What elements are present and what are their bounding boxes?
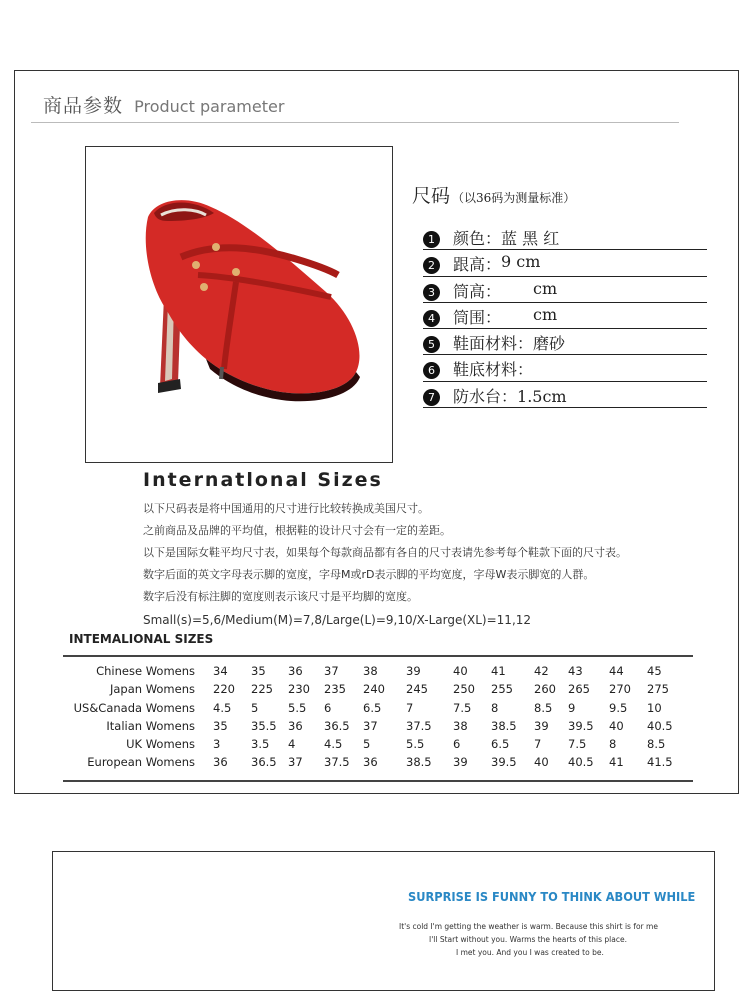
table-cell: 40.5 <box>568 755 594 770</box>
international-sizes-title: Internatlonal Sizes <box>143 469 383 491</box>
table-cell: 37 <box>324 664 339 678</box>
table-cell: 225 <box>251 682 273 697</box>
table-cell: 6.5 <box>363 700 382 715</box>
table-cell: 35 <box>251 664 266 678</box>
table-cell: 39 <box>406 664 421 678</box>
table-cell: 36.5 <box>251 755 277 770</box>
red-shoe-icon <box>86 147 392 462</box>
table-cell: 4 <box>288 737 296 752</box>
table-cell: 4.5 <box>213 700 232 715</box>
table-cell: 42 <box>534 664 549 678</box>
spec-row-shaft-height <box>423 277 707 303</box>
spec-value: cm <box>533 304 558 324</box>
spec-number: 4 <box>423 310 440 327</box>
spec-row-platform <box>423 382 707 408</box>
note-line: Small(s)=5,6/Medium(M)=7,8/Large(L)=9,10/X-Large(XL)=11,12 <box>143 613 532 627</box>
table-cell: 38 <box>363 664 378 678</box>
table-cell: 34 <box>213 664 228 678</box>
spec-row-heel-height <box>423 250 707 276</box>
note-line: 以下是国际女鞋平均尺寸表，如果每个每款商品都有各自的尺寸表请先参考每个鞋款下面的尺寸表。 <box>143 546 627 559</box>
row-label: Chinese Womens <box>96 664 195 678</box>
table-cell: 240 <box>363 682 385 697</box>
table-cell: 37 <box>288 755 303 770</box>
spec-label: 鞋底材料： <box>453 360 534 380</box>
note-line: 数字后没有标注脚的宽度则表示该尺寸是平均脚的宽度。 <box>143 590 418 603</box>
table-cell: 6 <box>453 737 461 752</box>
spec-row-shaft-circumference <box>423 303 707 329</box>
table-cell: 250 <box>453 682 475 697</box>
promo-line: I'll Start without you. Warms the hearts of this place. <box>429 935 627 944</box>
table-cell: 40 <box>609 718 624 733</box>
table-cell: 9 <box>568 700 576 715</box>
promo-line: It's cold I'm getting the weather is warm. Because this shirt is for me <box>399 922 658 931</box>
size-table-title: INTEMALIONAL SIZES <box>69 632 214 646</box>
table-cell: 8 <box>491 700 499 715</box>
table-cell: 37.5 <box>406 718 432 733</box>
table-cell: 39 <box>453 755 468 770</box>
table-cell: 39.5 <box>568 718 594 733</box>
table-cell: 36 <box>288 718 303 733</box>
spec-value: 9 cm <box>501 252 541 272</box>
table-cell: 8 <box>609 737 617 752</box>
spec-label: 颜色： <box>453 229 502 248</box>
promo-line: I met you. And you I was created to be. <box>456 948 604 957</box>
table-cell: 38.5 <box>406 755 432 770</box>
spec-number: 6 <box>423 362 440 379</box>
table-cell: 9.5 <box>609 700 628 715</box>
table-cell: 36.5 <box>324 718 350 733</box>
table-cell: 3.5 <box>251 737 270 752</box>
table-cell: 44 <box>609 664 624 678</box>
table-cell: 41.5 <box>647 755 673 770</box>
spec-row-color <box>423 224 707 250</box>
table-cell: 4.5 <box>324 737 343 752</box>
table-cell: 37.5 <box>324 755 350 770</box>
table-bottom-rule <box>63 780 693 782</box>
size-title-text: 尺码 <box>412 185 451 207</box>
row-label: Italian Womens <box>106 718 195 733</box>
table-cell: 36 <box>213 755 228 770</box>
table-cell: 7 <box>406 700 414 715</box>
table-cell: 39 <box>534 718 549 733</box>
table-cell: 245 <box>406 682 428 697</box>
spec-label: 筒围： <box>453 307 502 327</box>
spec-value: 磨砂 <box>533 334 566 354</box>
table-cell: 41 <box>491 664 506 678</box>
spec-value: 蓝 黑 红 <box>501 229 560 248</box>
table-cell: 38 <box>453 718 468 733</box>
table-cell: 10 <box>647 700 662 715</box>
row-label: European Womens <box>87 755 195 770</box>
spec-number: 3 <box>423 284 440 301</box>
table-cell: 6 <box>324 700 332 715</box>
spec-label: 筒高： <box>453 281 502 301</box>
table-cell: 270 <box>609 682 631 697</box>
spec-row-upper-material <box>423 329 707 355</box>
header-title-cn: 商品参数 <box>43 95 124 117</box>
table-cell: 5.5 <box>406 737 425 752</box>
size-title <box>412 181 575 208</box>
table-cell: 37 <box>363 718 378 733</box>
table-cell: 260 <box>534 682 556 697</box>
spec-number: 5 <box>423 336 440 353</box>
table-cell: 7.5 <box>568 737 587 752</box>
spec-number: 1 <box>423 231 440 248</box>
spec-label: 防水台： <box>453 386 518 406</box>
size-notes <box>143 498 627 632</box>
table-cell: 40.5 <box>647 718 673 733</box>
table-cell: 35.5 <box>251 718 277 733</box>
header-divider <box>31 122 679 123</box>
note-line: 数字后面的英文字母表示脚的宽度，字母M或rD表示脚的平均宽度，字母W表示脚宽的人群。 <box>143 568 595 581</box>
table-cell: 6.5 <box>491 737 510 752</box>
table-cell: 220 <box>213 682 235 697</box>
spec-list <box>423 224 707 408</box>
spec-value: 1.5cm <box>517 386 567 406</box>
table-cell: 7.5 <box>453 700 472 715</box>
table-cell: 43 <box>568 664 583 678</box>
table-cell: 40 <box>453 664 468 678</box>
table-top-rule <box>63 655 693 657</box>
promo-panel <box>52 851 715 991</box>
table-cell: 5 <box>363 737 371 752</box>
table-cell: 235 <box>324 682 346 697</box>
row-label: UK Womens <box>126 737 195 752</box>
header-title-en: Product parameter <box>134 97 285 116</box>
spec-label: 鞋面材料： <box>453 334 534 354</box>
size-subtitle: （以36码为测量标准） <box>452 191 576 205</box>
product-photo <box>85 146 393 463</box>
spec-row-sole-material <box>423 355 707 381</box>
table-cell: 8.5 <box>534 700 553 715</box>
note-line: 之前商品及品牌的平均值，根据鞋的设计尺寸会有一定的差距。 <box>143 524 451 537</box>
spec-label: 跟高： <box>453 255 502 275</box>
note-line: 以下尺码表是将中国通用的尺寸进行比较转换成美国尺寸。 <box>143 502 429 515</box>
table-cell: 275 <box>647 682 669 697</box>
table-cell: 255 <box>491 682 513 697</box>
spec-number: 2 <box>423 257 440 274</box>
table-cell: 45 <box>647 664 662 678</box>
table-cell: 8.5 <box>647 737 666 752</box>
table-cell: 35 <box>213 718 228 733</box>
table-cell: 36 <box>363 755 378 770</box>
row-label: Japan Womens <box>109 682 195 697</box>
section-header <box>43 91 284 118</box>
promo-title: SURPRISE IS FUNNY TO THINK ABOUT WHILE <box>408 890 696 904</box>
table-cell: 3 <box>213 737 221 752</box>
table-cell: 5.5 <box>288 700 307 715</box>
table-cell: 5 <box>251 700 259 715</box>
table-cell: 36 <box>288 664 303 678</box>
table-cell: 265 <box>568 682 590 697</box>
table-cell: 39.5 <box>491 755 517 770</box>
product-parameter-panel <box>14 70 739 794</box>
spec-value: cm <box>533 278 558 298</box>
table-cell: 7 <box>534 737 542 752</box>
table-cell: 40 <box>534 755 549 770</box>
row-label: US&Canada Womens <box>73 700 195 715</box>
table-cell: 38.5 <box>491 718 517 733</box>
table-cell: 41 <box>609 755 624 770</box>
table-cell: 230 <box>288 682 310 697</box>
spec-number: 7 <box>423 389 440 406</box>
